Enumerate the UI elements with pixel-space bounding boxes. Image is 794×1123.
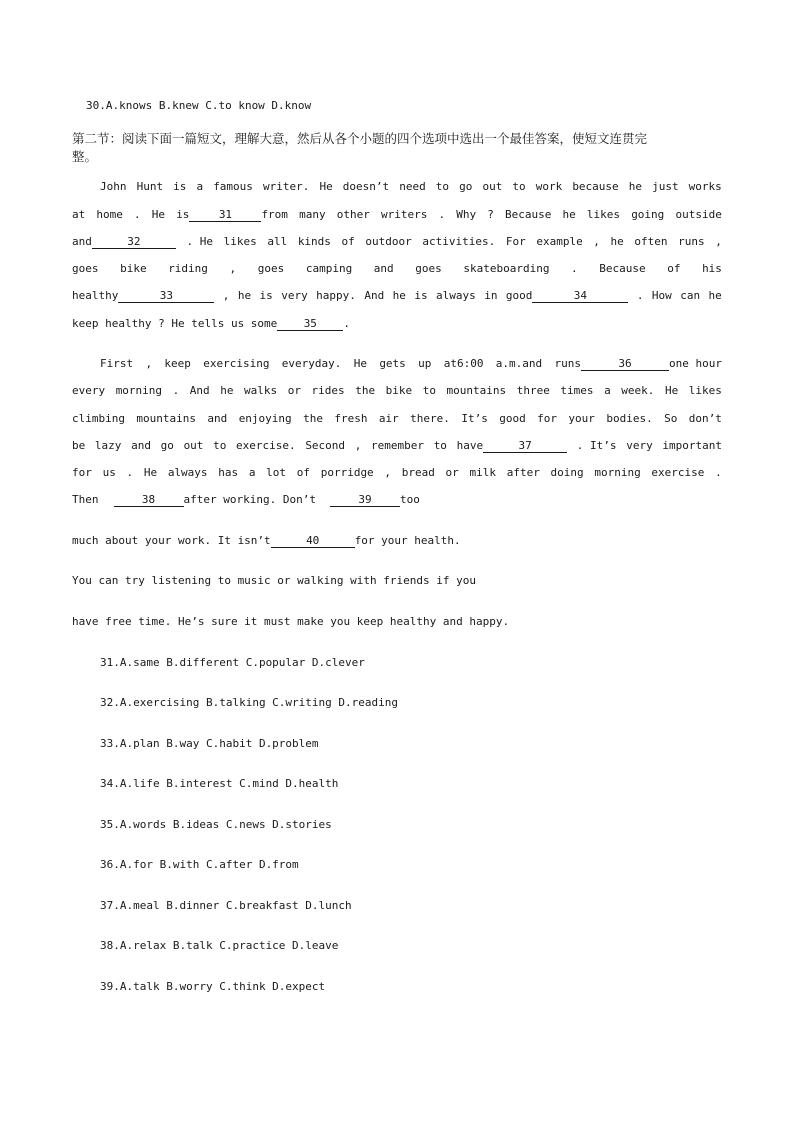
question-31-options: 31.A.same B.different C.popular D.clever — [100, 656, 365, 669]
blank-31[interactable]: 31 — [189, 209, 261, 222]
blank-32[interactable]: 32 — [92, 236, 176, 249]
passage-line: goes bike riding , goes camping and goes skateboarding . Because of his — [72, 262, 722, 275]
question-36-options: 36.A.for B.with C.after D.from — [100, 858, 299, 871]
passage-line: healthy 33 , he is very happy. And he is always in good 34 . How can he — [72, 289, 722, 302]
passage-line: keep healthy ? He tells us some 35 . — [72, 317, 350, 330]
passage-line: John Hunt is a famous writer. He doesn’t need to go out to work because he just works — [100, 180, 722, 193]
question-38-options: 38.A.relax B.talk C.practice D.leave — [100, 939, 339, 952]
section-instructions-line-2: 整。 — [72, 149, 98, 164]
passage-line: First , keep exercising everyday. He gets up at6:00 a.m.and runs 36 one hour — [100, 357, 722, 370]
passage-line: every morning . And he walks or rides the bike to mountains three times a week. He likes — [72, 384, 722, 397]
question-32-options: 32.A.exercising B.talking C.writing D.reading — [100, 696, 399, 709]
question-34-options: 34.A.life B.interest C.mind D.health — [100, 777, 339, 790]
passage-line: at home . He is 31 from many other writers . Why ? Because he likes going outside — [72, 208, 722, 221]
blank-33[interactable]: 33 — [118, 290, 214, 303]
passage-line: for us . He always has a lot of porridge , bread or milk after doing morning exercise . — [72, 466, 722, 479]
passage-line: Then 38 after working. Don’t 39 too — [72, 493, 420, 506]
blank-39[interactable]: 39 — [330, 494, 400, 507]
blank-40[interactable]: 40 — [271, 535, 355, 548]
blank-38[interactable]: 38 — [114, 494, 184, 507]
section-instructions-line-1: 第二节：阅读下面一篇短文，理解大意，然后从各个小题的四个选项中选出一个最佳答案，使短文连贯完 — [72, 131, 648, 146]
blank-35[interactable]: 35 — [277, 318, 343, 331]
passage-line: You can try listening to music or walking with friends if you — [72, 574, 476, 587]
question-35-options: 35.A.words B.ideas C.news D.stories — [100, 818, 332, 831]
blank-37[interactable]: 37 — [483, 440, 567, 453]
question-37-options: 37.A.meal B.dinner C.breakfast D.lunch — [100, 899, 352, 912]
passage-line: be lazy and go out to exercise. Second , remember to have 37 . It’s very important — [72, 439, 722, 452]
question-39-options: 39.A.talk B.worry C.think D.expect — [100, 980, 326, 993]
passage-line: have free time. He’s sure it must make you keep healthy and happy. — [72, 615, 510, 628]
passage-line: climbing mountains and enjoying the fresh air there. It’s good for your bodies. So don’t — [72, 412, 722, 425]
blank-36[interactable]: 36 — [581, 358, 669, 371]
question-30-options: 30.A.knows B.knew C.to know D.know — [86, 99, 312, 112]
question-33-options: 33.A.plan B.way C.habit D.problem — [100, 737, 319, 750]
blank-34[interactable]: 34 — [532, 290, 628, 303]
passage-line: and 32 . He likes all kinds of outdoor activities. For example , he often runs , — [72, 235, 722, 248]
passage-line: much about your work. It isn’t 40 for your health. — [72, 534, 461, 547]
